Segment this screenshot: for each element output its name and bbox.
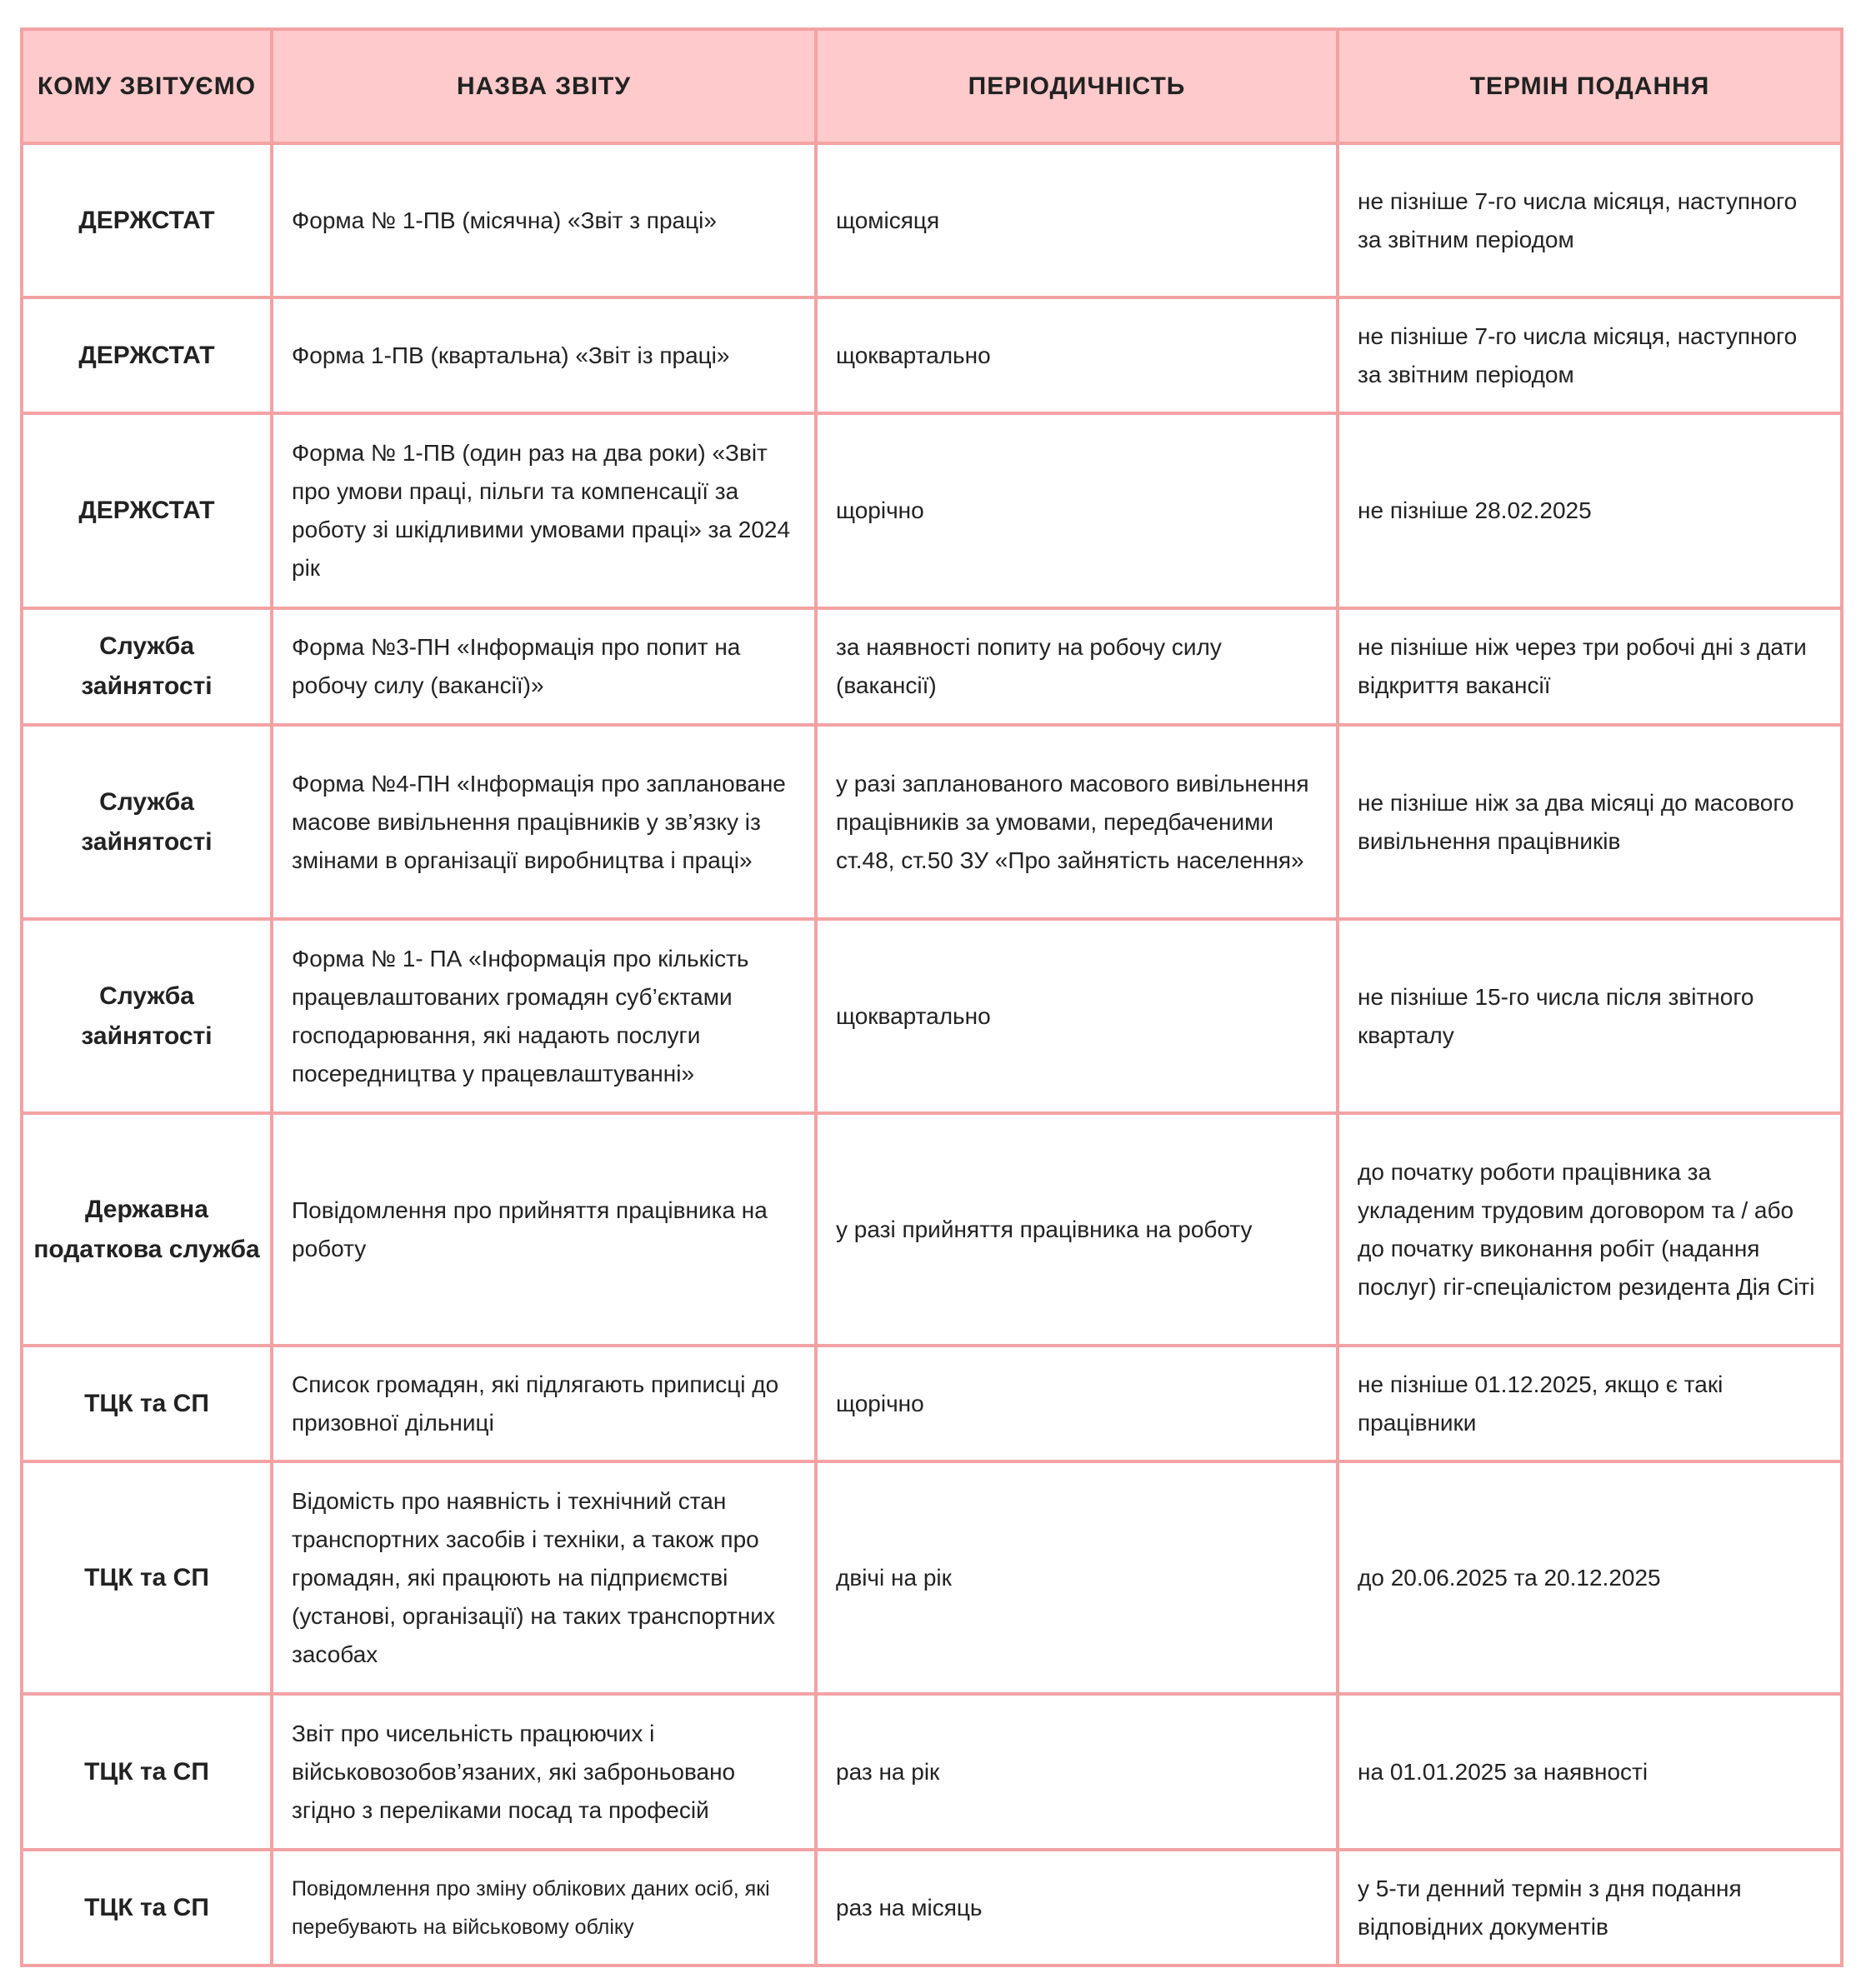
deadline-cell: не пізніше 15-го числа після звітного кварталу	[1338, 919, 1842, 1113]
report-name-cell: Форма №3-ПН «Інформація про попит на робочу силу (вакансії)»	[272, 608, 816, 725]
reporting-table	[20, 27, 1843, 1967]
table-row	[22, 413, 1842, 608]
header-periodicity: ПЕРІОДИЧНІСТЬ	[816, 29, 1338, 143]
report-name-cell: Форма № 1-ПВ (один раз на два роки) «Звіт про умови праці, пільги та компенсації за роботу зі шкідливими умовами праці» за 2024 рік	[272, 413, 816, 608]
recipient-cell: ДЕРЖСТАТ	[22, 413, 272, 608]
deadline-cell: не пізніше ніж за два місяці до масового вивільнення працівників	[1338, 725, 1842, 919]
periodicity-cell: за наявності попиту на робочу силу (вакансії)	[816, 608, 1338, 725]
header-deadline: ТЕРМІН ПОДАННЯ	[1338, 29, 1842, 143]
report-name-cell: Повідомлення про зміну облікових даних осіб, які перебувають на військовому обліку	[272, 1850, 816, 1966]
deadline-cell: до початку роботи працівника за укладеним трудовим договором та / або до початку виконання робіт (надання послуг) гіг-спеціалістом резидента Дія Сіті	[1338, 1113, 1842, 1346]
periodicity-cell: щомісяця	[816, 143, 1338, 297]
periodicity-cell: щоквартально	[816, 297, 1338, 413]
deadline-cell: на 01.01.2025 за наявності	[1338, 1694, 1842, 1850]
report-name-cell: Форма 1-ПВ (квартальна) «Звіт із праці»	[272, 297, 816, 413]
deadline-cell: не пізніше 7-го числа місяця, наступного за звітним періодом	[1338, 143, 1842, 297]
deadline-cell: не пізніше 7-го числа місяця, наступного за звітним періодом	[1338, 297, 1842, 413]
table-row	[22, 1694, 1842, 1850]
recipient-cell: Служба зайнятості	[22, 608, 272, 725]
report-name-cell: Форма №4-ПН «Інформація про заплановане масове вивільнення працівників у зв’язку із змінами в організації виробництва і праці»	[272, 725, 816, 919]
table-row	[22, 1346, 1842, 1461]
table-row	[22, 143, 1842, 297]
table-row	[22, 297, 1842, 413]
table-row	[22, 919, 1842, 1113]
recipient-cell: ДЕРЖСТАТ	[22, 297, 272, 413]
deadline-cell: не пізніше 01.12.2025, якщо є такі працівники	[1338, 1346, 1842, 1461]
recipient-cell: ДЕРЖСТАТ	[22, 143, 272, 297]
report-name-cell: Список громадян, які підлягають приписці до призовної дільниці	[272, 1346, 816, 1461]
table-row	[22, 1461, 1842, 1694]
periodicity-cell: щорічно	[816, 1346, 1338, 1461]
recipient-cell: ТЦК та СП	[22, 1694, 272, 1850]
recipient-cell: ТЦК та СП	[22, 1850, 272, 1966]
periodicity-cell: у разі запланованого масового вивільнення працівників за умовами, передбаченими ст.48, ст.50 ЗУ «Про зайнятість населення»	[816, 725, 1338, 919]
deadline-cell: до 20.06.2025 та 20.12.2025	[1338, 1461, 1842, 1694]
header-report-name: НАЗВА ЗВІТУ	[272, 29, 816, 143]
table-row	[22, 608, 1842, 725]
recipient-cell: ТЦК та СП	[22, 1346, 272, 1461]
recipient-cell: Служба зайнятості	[22, 725, 272, 919]
report-name-cell: Звіт про чисельність працюючих і військовозобов’язаних, які заброньовано згідно з переліками посад та професій	[272, 1694, 816, 1850]
periodicity-cell: щоквартально	[816, 919, 1338, 1113]
periodicity-cell: двічі на рік	[816, 1461, 1338, 1694]
periodicity-cell: у разі прийняття працівника на роботу	[816, 1113, 1338, 1346]
report-name-cell: Відомість про наявність і технічний стан транспортних засобів і техніки, а також про громадян, які працюють на підприємстві (установі, організації) на таких транспортних засобах	[272, 1461, 816, 1694]
report-name-cell: Форма № 1-ПВ (місячна) «Звіт з праці»	[272, 143, 816, 297]
deadline-cell: не пізніше ніж через три робочі дні з дати відкриття вакансії	[1338, 608, 1842, 725]
table-row	[22, 1850, 1842, 1966]
report-name-cell: Повідомлення про прийняття працівника на роботу	[272, 1113, 816, 1346]
periodicity-cell: раз на рік	[816, 1694, 1338, 1850]
table-row	[22, 725, 1842, 919]
deadline-cell: у 5-ти денний термін з дня подання відповідних документів	[1338, 1850, 1842, 1966]
report-name-cell: Форма № 1- ПА «Інформація про кількість працевлаштованих громадян суб’єктами господарювання, які надають послуги посередництва у працевлаштуванні»	[272, 919, 816, 1113]
recipient-cell: Служба зайнятості	[22, 919, 272, 1113]
periodicity-cell: раз на місяць	[816, 1850, 1338, 1966]
recipient-cell: ТЦК та СП	[22, 1461, 272, 1694]
periodicity-cell: щорічно	[816, 413, 1338, 608]
header-recipient: КОМУ ЗВІТУЄМО	[22, 29, 272, 143]
deadline-cell: не пізніше 28.02.2025	[1338, 413, 1842, 608]
table-row	[22, 1113, 1842, 1346]
table-header-row	[22, 29, 1842, 143]
recipient-cell: Державна податкова служба	[22, 1113, 272, 1346]
